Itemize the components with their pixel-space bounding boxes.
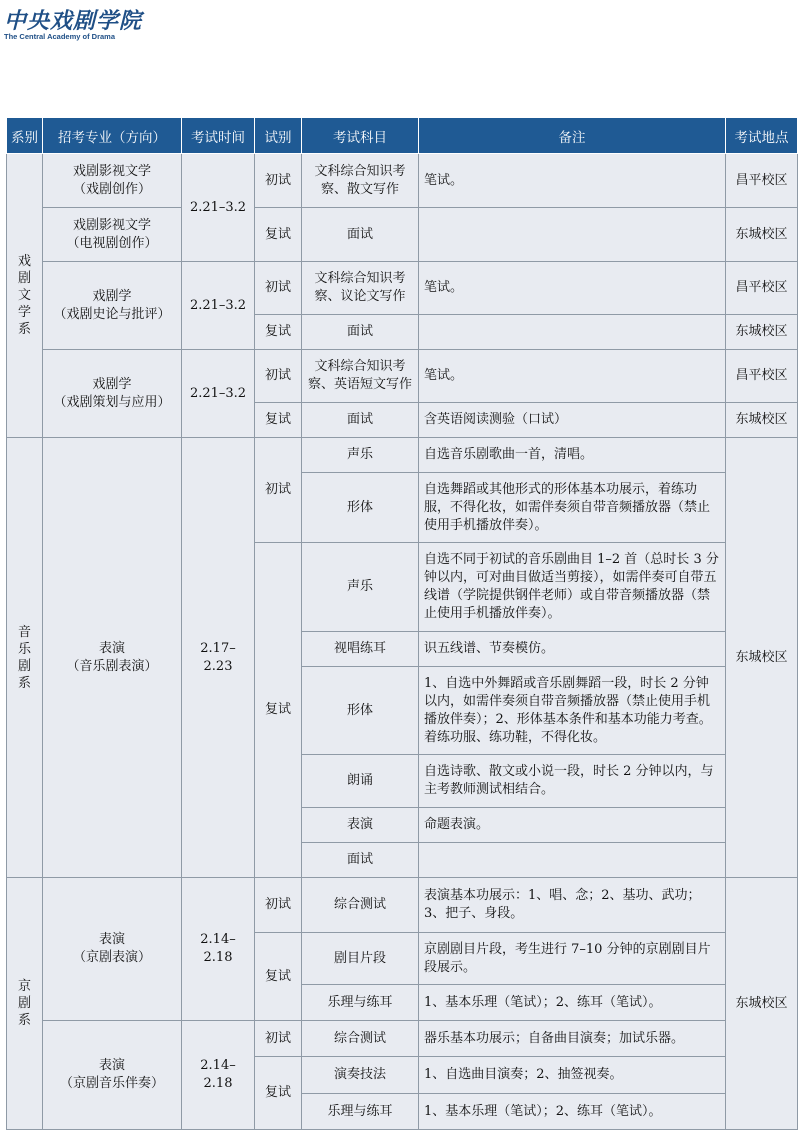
stage-cell: 复试 — [255, 1057, 302, 1130]
logo-english-name: The Central Academy of Drama — [4, 32, 116, 41]
note-cell: 器乐基本功展示；自备曲目演奏；加试乐器。 — [419, 1021, 726, 1057]
major-cell: 戏剧学 （戏剧史论与批评） — [43, 262, 182, 350]
dept-cell: 京剧系 — [7, 878, 43, 1130]
time-cell: 2.21–3.2 — [182, 154, 255, 262]
stage-cell: 复试 — [255, 543, 302, 878]
subject-cell: 视唱练耳 — [302, 632, 419, 667]
major-cell: 戏剧影视文学 （戏剧创作） — [43, 154, 182, 208]
note-cell — [419, 315, 726, 350]
header-location: 考试地点 — [726, 118, 798, 154]
table-row — [7, 438, 798, 473]
note-cell: 笔试。 — [419, 154, 726, 208]
subject-cell: 文科综合知识考察、英语短文写作 — [302, 350, 419, 403]
header-stage: 试别 — [255, 118, 302, 154]
note-cell: 1、自选曲目演奏；2、抽签视奏。 — [419, 1057, 726, 1094]
location-cell: 昌平校区 — [726, 154, 798, 208]
subject-cell: 形体 — [302, 667, 419, 755]
note-cell: 识五线谱、节奏模仿。 — [419, 632, 726, 667]
header-major: 招考专业（方向） — [43, 118, 182, 154]
dept-cell: 音乐剧系 — [7, 438, 43, 878]
time-cell: 2.21–3.2 — [182, 350, 255, 438]
note-cell: 自选不同于初试的音乐剧曲目 1–2 首（总时长 3 分钟以内，可对曲目做适当剪接），如需伴奏可自带五线谱（学院提供钢伴老师）或自带音频播放器（禁止使用手机播放伴奏）。 — [419, 543, 726, 632]
location-cell: 东城校区 — [726, 438, 798, 878]
table-row — [7, 350, 798, 403]
stage-cell: 初试 — [255, 350, 302, 403]
subject-cell: 面试 — [302, 208, 419, 262]
stage-cell: 初试 — [255, 1021, 302, 1057]
stage-cell: 初试 — [255, 262, 302, 315]
subject-cell: 文科综合知识考察、散文写作 — [302, 154, 419, 208]
note-cell: 1、自选中外舞蹈或音乐剧舞蹈一段，时长 2 分钟以内，如需伴奏须自带音频播放器（禁止使用手机播放伴奏）；2、形体基本条件和基本功能力考查。着练功服、练功鞋，不得化妆。 — [419, 667, 726, 755]
stage-cell: 初试 — [255, 154, 302, 208]
subject-cell: 乐理与练耳 — [302, 1094, 419, 1130]
table-row — [7, 208, 798, 262]
subject-cell: 剧目片段 — [302, 933, 419, 985]
time-cell: 2.14–2.18 — [182, 1021, 255, 1130]
subject-cell: 乐理与练耳 — [302, 985, 419, 1021]
location-cell: 东城校区 — [726, 403, 798, 438]
stage-cell: 初试 — [255, 878, 302, 933]
time-cell: 2.21–3.2 — [182, 262, 255, 350]
subject-cell: 声乐 — [302, 543, 419, 632]
table-row — [7, 878, 798, 933]
subject-cell: 面试 — [302, 315, 419, 350]
header-subject: 考试科目 — [302, 118, 419, 154]
note-cell — [419, 843, 726, 878]
table-row — [7, 262, 798, 315]
note-cell — [419, 208, 726, 262]
time-cell: 2.14–2.18 — [182, 878, 255, 1021]
stage-cell: 复试 — [255, 933, 302, 1021]
subject-cell: 朗诵 — [302, 755, 419, 808]
location-cell: 东城校区 — [726, 315, 798, 350]
note-cell: 自选舞蹈或其他形式的形体基本功展示，着练功服，不得化妆，如需伴奏须自带音频播放器（禁止使用手机播放伴奏）。 — [419, 473, 726, 543]
time-cell: 2.17–2.23 — [182, 438, 255, 878]
subject-cell: 形体 — [302, 473, 419, 543]
major-cell: 戏剧学 （戏剧策划与应用） — [43, 350, 182, 438]
note-cell: 命题表演。 — [419, 808, 726, 843]
stage-cell: 复试 — [255, 208, 302, 262]
note-cell: 1、基本乐理（笔试）；2、练耳（笔试）。 — [419, 985, 726, 1021]
subject-cell: 面试 — [302, 843, 419, 878]
table-row — [7, 1021, 798, 1057]
logo-chinese-name: 中央戏剧学院 — [4, 8, 143, 34]
subject-cell: 声乐 — [302, 438, 419, 473]
location-cell: 昌平校区 — [726, 350, 798, 403]
location-cell: 东城校区 — [726, 208, 798, 262]
stage-cell: 复试 — [255, 315, 302, 350]
subject-cell: 面试 — [302, 403, 419, 438]
note-cell: 自选音乐剧歌曲一首，清唱。 — [419, 438, 726, 473]
header-time: 考试时间 — [182, 118, 255, 154]
table-row — [7, 154, 798, 208]
note-cell: 自选诗歌、散文或小说一段，时长 2 分钟以内，与主考教师测试相结合。 — [419, 755, 726, 808]
header-note: 备注 — [419, 118, 726, 154]
subject-cell: 综合测试 — [302, 878, 419, 933]
major-cell: 戏剧影视文学 （电视剧创作） — [43, 208, 182, 262]
major-cell: 表演 （音乐剧表演） — [43, 438, 182, 878]
note-cell: 笔试。 — [419, 262, 726, 315]
note-cell: 京剧剧目片段，考生进行 7–10 分钟的京剧剧目片段展示。 — [419, 933, 726, 985]
academy-logo — [4, 4, 204, 44]
stage-cell: 复试 — [255, 403, 302, 438]
subject-cell: 文科综合知识考察、议论文写作 — [302, 262, 419, 315]
subject-cell: 演奏技法 — [302, 1057, 419, 1094]
stage-cell: 初试 — [255, 438, 302, 543]
major-cell: 表演 （京剧表演） — [43, 878, 182, 1021]
dept-cell: 戏剧文学系 — [7, 154, 43, 438]
location-cell: 昌平校区 — [726, 262, 798, 315]
exam-schedule-table — [6, 117, 798, 1130]
note-cell: 笔试。 — [419, 350, 726, 403]
header-row — [7, 118, 798, 154]
major-cell: 表演 （京剧音乐伴奏） — [43, 1021, 182, 1130]
location-cell: 东城校区 — [726, 878, 798, 1130]
note-cell: 表演基本功展示：1、唱、念；2、基功、武功；3、把子、身段。 — [419, 878, 726, 933]
subject-cell: 综合测试 — [302, 1021, 419, 1057]
header-dept: 系别 — [7, 118, 43, 154]
note-cell: 1、基本乐理（笔试）；2、练耳（笔试）。 — [419, 1094, 726, 1130]
note-cell: 含英语阅读测验（口试） — [419, 403, 726, 438]
subject-cell: 表演 — [302, 808, 419, 843]
